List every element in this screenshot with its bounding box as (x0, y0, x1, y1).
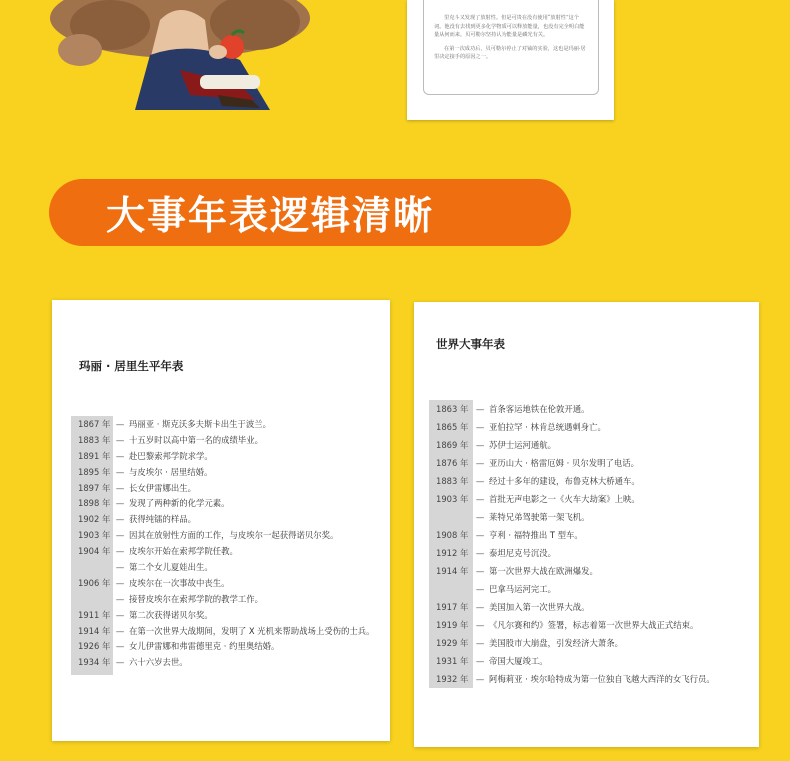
timeline-dash: — (475, 602, 485, 612)
timeline-dash: — (115, 514, 125, 525)
timeline-event: 第二个女儿夏娃出生。 (129, 561, 213, 572)
timeline-dash: — (115, 418, 125, 429)
timeline-year: 1932 年 (436, 674, 469, 684)
timeline-year: 1883 年 (436, 476, 469, 486)
timeline-year: 1903 年 (436, 494, 469, 504)
timeline-row (71, 432, 375, 448)
timeline-year: 1902 年 (78, 514, 111, 525)
timeline-row (429, 526, 715, 544)
timeline-dash: — (475, 494, 485, 504)
timeline-event: 在第一次世界大战期间，发明了 X 光机来帮助战场上受伤的士兵。 (129, 625, 375, 636)
timeline-event: 十五岁时以高中第一名的成绩毕业。 (129, 434, 263, 445)
timeline-row (71, 654, 375, 670)
timeline-dash: — (475, 404, 485, 414)
timeline-row (71, 480, 375, 496)
timeline-dash: — (115, 577, 125, 588)
timeline-row (71, 559, 375, 575)
timeline-event: 经过十多年的建设，布鲁克林大桥通车。 (489, 476, 640, 486)
timeline-dash: — (115, 434, 125, 445)
timeline-dash: — (115, 498, 125, 509)
timeline-row (71, 495, 375, 511)
timeline-list (429, 400, 715, 688)
timeline-event: 美国股市大崩盘，引发经济大萧条。 (489, 638, 623, 648)
timeline-event: 获得纯镭的样品。 (129, 514, 196, 525)
timeline-row (71, 638, 375, 654)
timeline-row (429, 634, 715, 652)
timeline-dash: — (115, 466, 125, 477)
timeline-year: 1919 年 (436, 620, 469, 630)
timeline-year: 1867 年 (78, 418, 111, 429)
timeline-row (71, 543, 375, 559)
world-timeline-page (414, 302, 759, 747)
timeline-row (71, 623, 375, 639)
timeline-event: 帝国大厦竣工。 (489, 656, 548, 666)
timeline-year: 1903 年 (78, 530, 111, 541)
timeline-year: 1914 年 (436, 566, 469, 576)
top-page-paragraph: 里克斗又发现了放射性。但是可贵在没有使用“放射性”这个词。他没有去找到更多化学物质可以释放能量，也没有完全明白能量从何而来。贝可勒尔坚持认为能量是磷光有关。 (434, 15, 585, 38)
timeline-year: 1908 年 (436, 530, 469, 540)
timeline-dash: — (475, 674, 485, 684)
timeline-dash: — (475, 656, 485, 666)
timeline-event: 首批无声电影之一《火车大劫案》上映。 (489, 494, 640, 504)
timeline-dash: — (115, 657, 125, 668)
timeline-event: 皮埃尔在一次事故中丧生。 (129, 577, 230, 588)
timeline-year: 1934 年 (78, 657, 111, 668)
timeline-year: 1865 年 (436, 422, 469, 432)
timeline-dash: — (475, 620, 485, 630)
timeline-row (429, 508, 715, 526)
timeline-event: 接替皮埃尔在索邦学院的教学工作。 (129, 593, 263, 604)
timeline-dash: — (475, 458, 485, 468)
timeline-dash: — (475, 530, 485, 540)
timeline-dash: — (475, 566, 485, 576)
timeline-year: 1911 年 (78, 609, 111, 620)
timeline-event: 赴巴黎索邦学院求学。 (129, 450, 213, 461)
timeline-row (71, 448, 375, 464)
timeline-row (71, 607, 375, 623)
timeline-dash: — (115, 625, 125, 636)
timeline-year: 1929 年 (436, 638, 469, 648)
top-page-text-frame (423, 0, 599, 95)
top-book-page (407, 0, 614, 120)
timeline-dash: — (115, 530, 125, 541)
timeline-year: 1863 年 (436, 404, 469, 414)
timeline-row (71, 591, 375, 607)
timeline-event: 莱特兄弟驾驶第一架飞机。 (489, 512, 590, 522)
timeline-row (429, 670, 715, 688)
timeline-title: 玛丽 · 居里生平年表 (79, 359, 184, 373)
timeline-row (429, 544, 715, 562)
timeline-row (429, 616, 715, 634)
timeline-dash: — (115, 546, 125, 557)
timeline-row (71, 464, 375, 480)
timeline-event: 美国加入第一次世界大战。 (489, 602, 590, 612)
timeline-event: 与皮埃尔 · 居里结婚。 (129, 466, 213, 477)
timeline-event: 巴拿马运河完工。 (489, 584, 556, 594)
section-banner (49, 179, 571, 246)
timeline-dash: — (475, 638, 485, 648)
timeline-row (429, 454, 715, 472)
timeline-row (429, 400, 715, 418)
newton-illustration (40, 0, 320, 110)
timeline-dash: — (115, 482, 125, 493)
top-page-paragraph: 在第一次成功后，贝可勒尔停止了对铀的实验，这也是玛丽·居里决定接手的原因之一。 (434, 45, 586, 60)
timeline-dash: — (475, 476, 485, 486)
timeline-event: 皮埃尔开始在索邦学院任教。 (129, 546, 238, 557)
timeline-list (71, 416, 375, 670)
timeline-row (429, 472, 715, 490)
timeline-year: 1883 年 (78, 434, 111, 445)
timeline-event: 《凡尔赛和约》签署，标志着第一次世界大战正式结束。 (489, 620, 699, 630)
timeline-year: 1931 年 (436, 656, 469, 666)
marie-curie-timeline-page (52, 300, 390, 741)
timeline-row (429, 652, 715, 670)
timeline-dash: — (115, 641, 125, 652)
timeline-dash: — (115, 561, 125, 572)
timeline-year: 1891 年 (78, 450, 111, 461)
timeline-row (429, 580, 715, 598)
timeline-event: 发现了两种新的化学元素。 (129, 498, 230, 509)
timeline-event: 长女伊雷娜出生。 (129, 482, 196, 493)
timeline-year: 1912 年 (436, 548, 469, 558)
timeline-dash: — (475, 548, 485, 558)
timeline-row (71, 527, 375, 543)
timeline-event: 因其在放射性方面的工作，与皮埃尔一起获得诺贝尔奖。 (129, 530, 339, 541)
timeline-row (429, 490, 715, 508)
timeline-dash: — (475, 422, 485, 432)
timeline-row (429, 418, 715, 436)
timeline-year: 1914 年 (78, 625, 111, 636)
timeline-row (71, 511, 375, 527)
timeline-event: 泰坦尼克号沉没。 (489, 548, 556, 558)
timeline-event: 第二次获得诺贝尔奖。 (129, 609, 213, 620)
timeline-event: 苏伊士运河通航。 (489, 440, 556, 450)
timeline-event: 女儿伊雷娜和弗雷德里克 · 约里奥结婚。 (129, 641, 280, 652)
timeline-event: 亨利 · 福特推出 T 型车。 (489, 530, 583, 540)
timeline-year: 1895 年 (78, 466, 111, 477)
timeline-event: 亚历山大 · 格雷厄姆 · 贝尔发明了电话。 (489, 458, 639, 468)
timeline-event: 阿梅莉亚 · 埃尔哈特成为第一位独自飞越大西洋的女飞行员。 (489, 674, 715, 684)
timeline-event: 六十六岁去世。 (129, 657, 188, 668)
timeline-year: 1917 年 (436, 602, 469, 612)
banner-title: 大事年表逻辑清晰 (105, 193, 434, 239)
timeline-row (71, 416, 375, 432)
timeline-row (71, 575, 375, 591)
timeline-year: 1904 年 (78, 546, 111, 557)
timeline-year: 1906 年 (78, 577, 111, 588)
timeline-dash: — (475, 512, 485, 522)
timeline-dash: — (475, 584, 485, 594)
timeline-event: 首条客运地铁在伦敦开通。 (489, 404, 590, 414)
timeline-year: 1897 年 (78, 482, 111, 493)
timeline-dash: — (115, 593, 125, 604)
timeline-event: 亚伯拉罕 · 林肯总统遇刺身亡。 (489, 422, 606, 432)
timeline-dash: — (115, 450, 125, 461)
timeline-row (429, 562, 715, 580)
timeline-dash: — (115, 609, 125, 620)
timeline-year: 1876 年 (436, 458, 469, 468)
timeline-year: 1869 年 (436, 440, 469, 450)
timeline-dash: — (475, 440, 485, 450)
timeline-year: 1926 年 (78, 641, 111, 652)
timeline-event: 玛丽亚 · 斯克沃多夫斯卡出生于波兰。 (129, 418, 271, 429)
timeline-row (429, 598, 715, 616)
timeline-row (429, 436, 715, 454)
timeline-year: 1898 年 (78, 498, 111, 509)
timeline-event: 第一次世界大战在欧洲爆发。 (489, 566, 598, 576)
timeline-title: 世界大事年表 (436, 337, 505, 351)
